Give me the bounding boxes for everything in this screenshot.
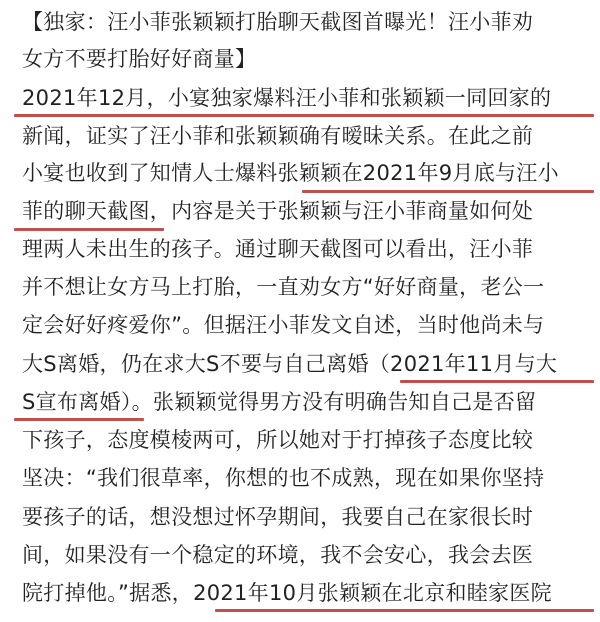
highlight-underline bbox=[14, 228, 164, 231]
text-line: 坚决：“我们很草率，你想的也不成熟，现在如果你坚持 bbox=[22, 466, 545, 490]
text-line: 菲的聊天截图，内容是关于张颖颖与汪小菲商量如何处 bbox=[22, 199, 534, 223]
text-line: 理两人未出生的孩子。通过聊天截图可以看出，汪小菲 bbox=[22, 237, 534, 261]
text-line: 【独家：汪小菲张颖颖打胎聊天截图首曝光！汪小菲劝 bbox=[22, 10, 534, 34]
highlight-underline bbox=[400, 380, 594, 383]
text-line: 要孩子的话，想没想过怀孕期间，我要自己在家很长时 bbox=[22, 505, 534, 529]
text-line: 大S离婚，仍在求大S不要与自己离婚（2021年11月与大 bbox=[22, 352, 558, 376]
highlight-underline bbox=[302, 190, 594, 193]
text-line: 并不想让女方马上打胎，一直劝女方“好好商量，老公一 bbox=[22, 275, 545, 299]
text-line: 定会好好疼爱你”。但据汪小菲发文自述，当时他尚未与 bbox=[22, 313, 545, 337]
text-line: S宣布离婚）。张颖颖觉得男方没有明确告知自己是否留 bbox=[22, 390, 537, 414]
text-line: 新闻，证实了汪小菲和张颖颖确有暧昧关系。在此之前 bbox=[22, 124, 534, 148]
text-line: 院打掉他。”据悉，2021年10月张颖颖在北京和睦家医院 bbox=[22, 581, 552, 605]
text-line: 下孩子，态度模棱两可，所以她对于打掉孩子态度比较 bbox=[22, 428, 534, 452]
highlight-underline bbox=[14, 114, 594, 117]
highlight-underline bbox=[14, 418, 144, 421]
text-line: 小宴也收到了知情人士爆料张颖颖在2021年9月底与汪小 bbox=[22, 161, 559, 185]
text-line: 女方不要打胎好好商量】 bbox=[22, 47, 257, 71]
highlight-underline bbox=[215, 609, 594, 612]
text-line: 间，如果没有一个稳定的环境，我不会安心，我会去医 bbox=[22, 543, 534, 567]
text-line: 2021年12月，小宴独家爆料汪小菲和张颖颖一同回家的 bbox=[22, 86, 552, 110]
